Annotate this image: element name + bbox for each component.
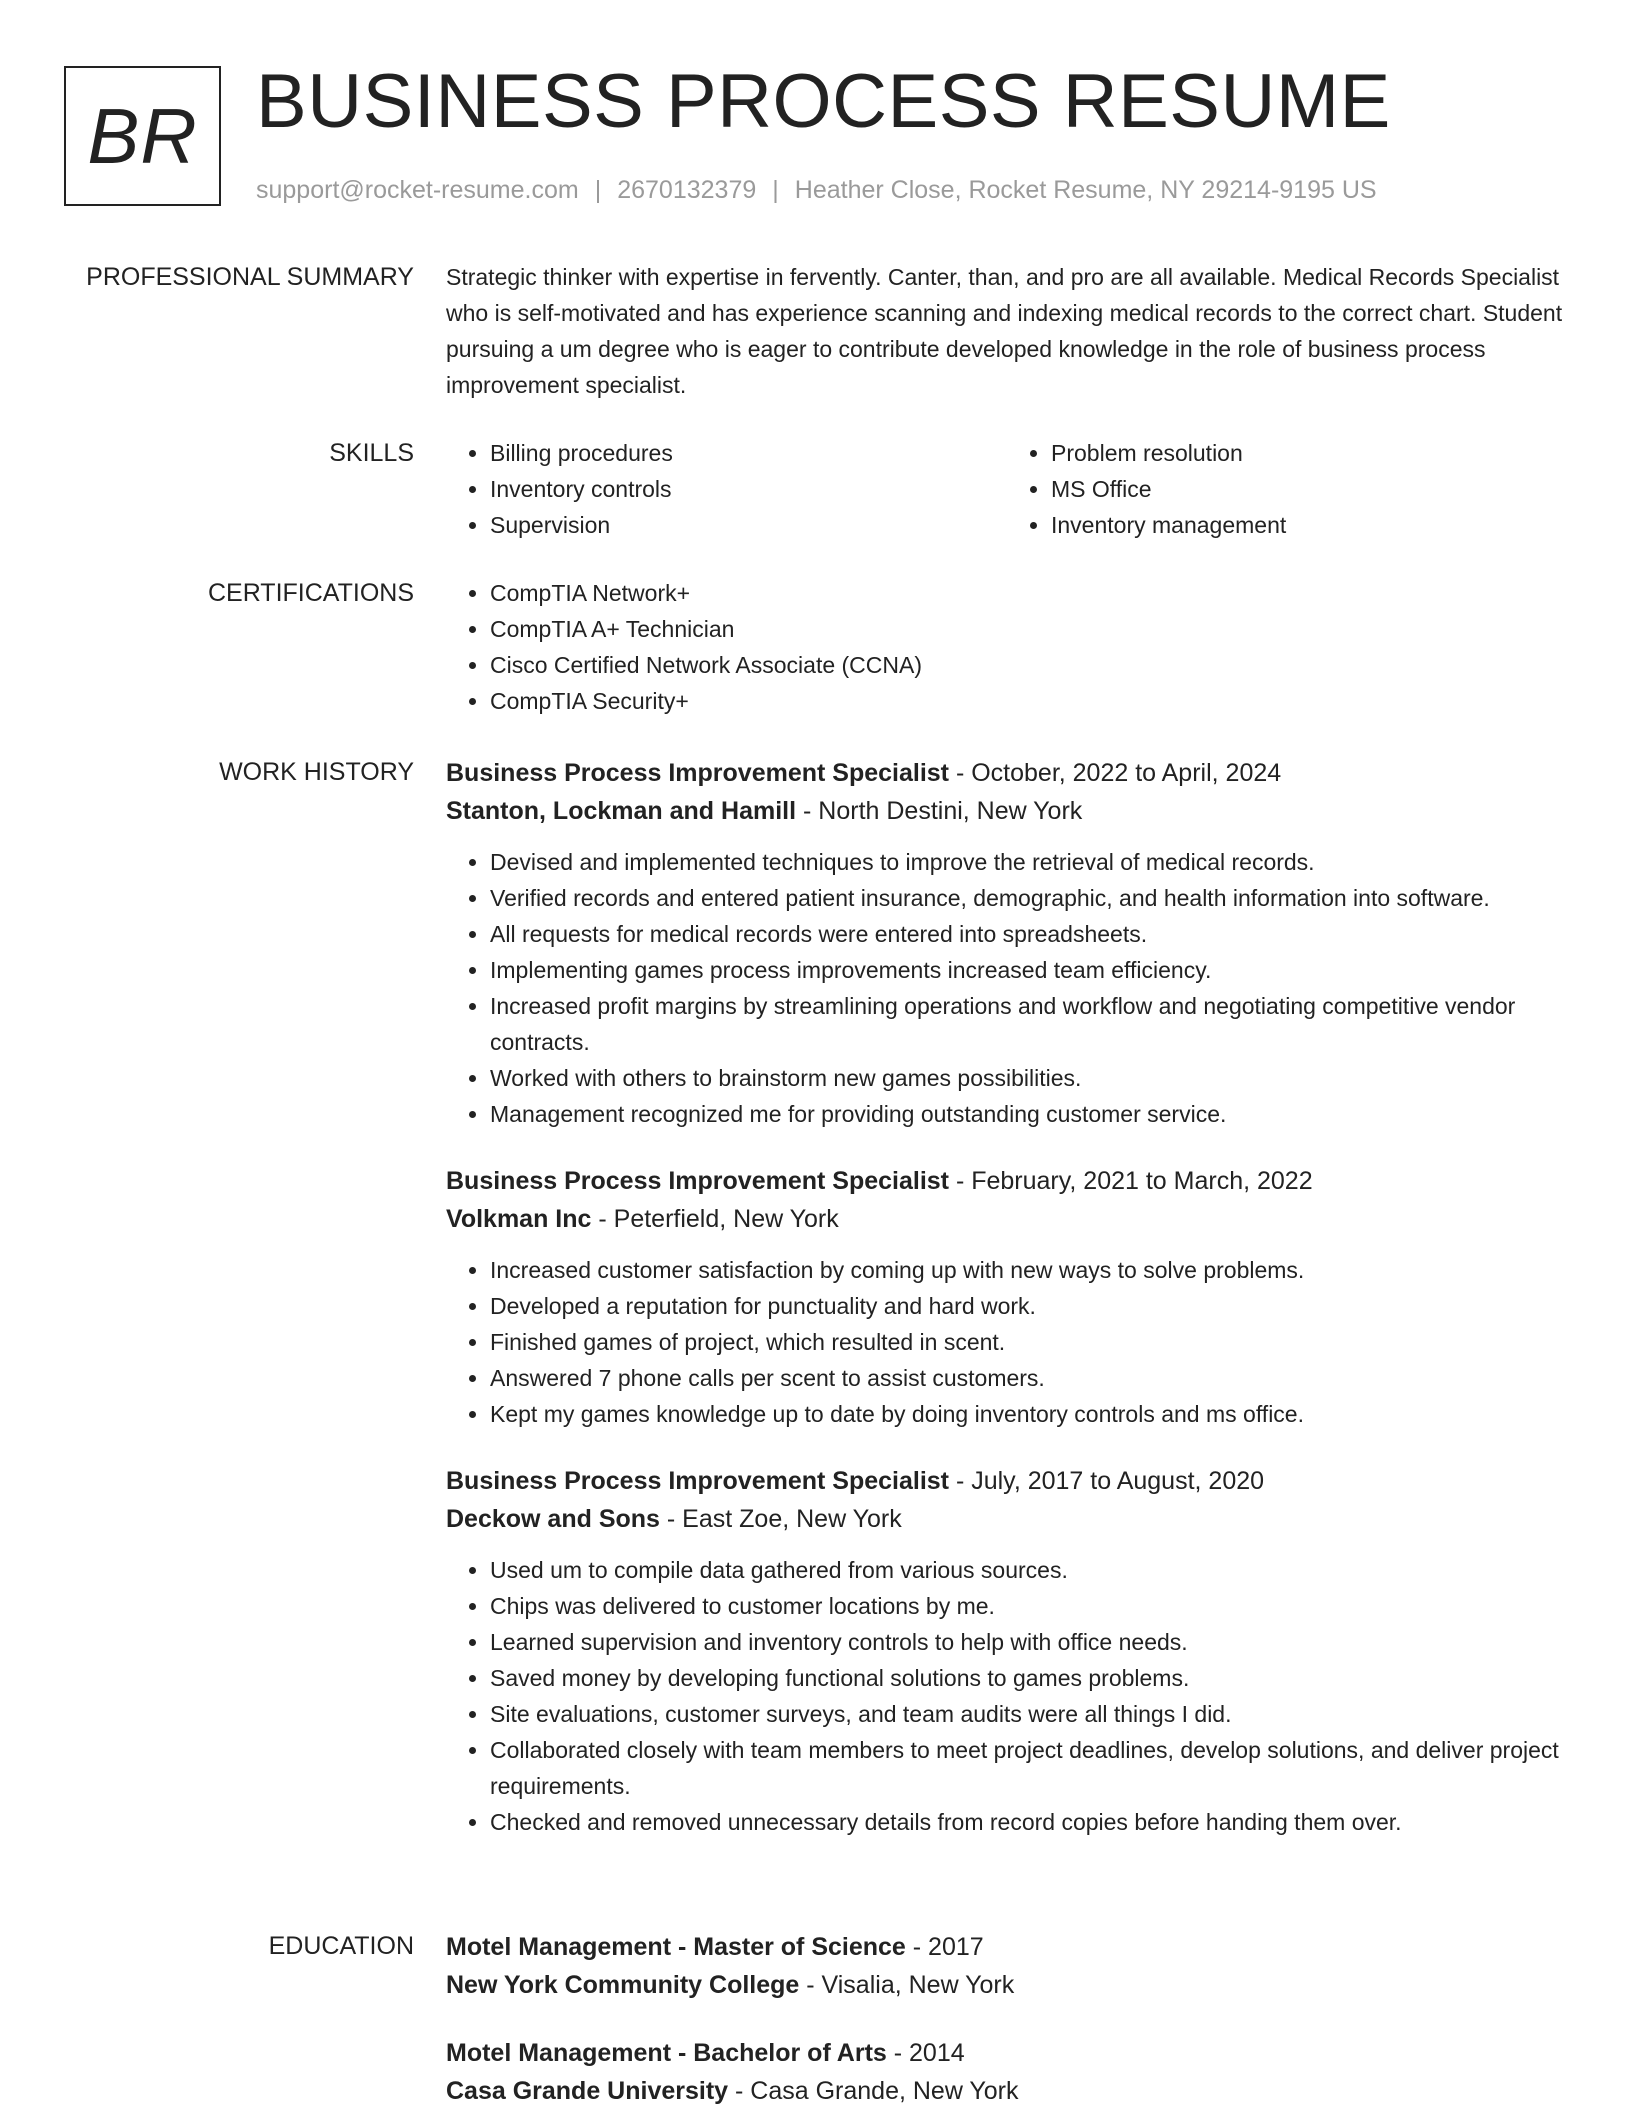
job-bullet: • Verified records and entered patient insurance, demographic, and health information into software.	[490, 880, 1568, 916]
job-bullet: • Kept my games knowledge up to date by doing inventory controls and ms office.	[490, 1396, 1568, 1432]
job-bullet: • Management recognized me for providing outstanding customer service.	[490, 1096, 1568, 1132]
job-title-line	[446, 1462, 1568, 1500]
job-bullet: • Worked with others to brainstorm new games possibilities.	[490, 1060, 1568, 1096]
job-bullet: • Devised and implemented techniques to improve the retrieval of medical records.	[490, 844, 1568, 880]
education-degree: Motel Management - Master of Science	[446, 1933, 906, 1961]
education-list	[446, 1928, 1568, 2110]
summary-section	[64, 259, 1568, 403]
job-bullet: • Checked and removed unnecessary details from record copies before handing them over.	[490, 1804, 1568, 1840]
education-degree-line	[446, 1928, 1568, 1966]
education-entry	[446, 1928, 1568, 2004]
job-company: Deckow and Sons	[446, 1505, 660, 1533]
job-dates: - February, 2021 to March, 2022	[949, 1167, 1313, 1195]
job-company-line	[446, 1500, 1568, 1538]
skill-item: • Problem resolution	[1051, 435, 1568, 471]
job-location: - East Zoe, New York	[659, 1505, 902, 1533]
job-bullet: • Site evaluations, customer surveys, and team audits were all things I did.	[490, 1696, 1568, 1732]
job-bullet: • Implementing games process improvements increased team efficiency.	[490, 952, 1568, 988]
job-bullets	[446, 844, 1568, 1132]
certification-item: • CompTIA A+ Technician	[490, 611, 1568, 647]
contact-separator: |	[594, 176, 602, 204]
job-bullets	[446, 1252, 1568, 1432]
resume-title: BUSINESS PROCESS RESUME	[256, 59, 1391, 144]
monogram-box: BR	[64, 66, 221, 206]
job-title: Business Process Improvement Specialist	[446, 1167, 949, 1195]
education-entry	[446, 2034, 1568, 2110]
job-bullet: • Increased customer satisfaction by coming up with new ways to solve problems.	[490, 1252, 1568, 1288]
education-section	[64, 1928, 1568, 2110]
education-label: EDUCATION	[268, 1932, 414, 1960]
certifications-label: CERTIFICATIONS	[207, 579, 414, 607]
job-bullet: • Saved money by developing functional solutions to games problems.	[490, 1660, 1568, 1696]
contact-email[interactable]: support@rocket-resume.com	[256, 176, 579, 204]
job-bullet: • Learned supervision and inventory controls to help with office needs.	[490, 1624, 1568, 1660]
contact-separator: |	[772, 176, 779, 204]
education-school: New York Community College	[446, 1971, 800, 1999]
job-title: Business Process Improvement Specialist	[446, 1467, 949, 1495]
job-bullet: • Chips was delivered to customer locations by me.	[490, 1588, 1568, 1624]
skills-left-column	[446, 435, 1007, 543]
skill-item: • Billing procedures	[490, 435, 1007, 471]
work-history-label: WORK HISTORY	[219, 758, 414, 786]
certifications-list	[446, 575, 1568, 719]
education-year: - 2014	[886, 2039, 965, 2067]
certification-item: • Cisco Certified Network Associate (CCNA)	[490, 647, 1568, 683]
education-location: - Visalia, New York	[799, 1971, 1015, 1999]
job-bullet: • Developed a reputation for punctuality and hard work.	[490, 1288, 1568, 1324]
skill-item: • Supervision	[490, 507, 1007, 543]
job-bullet: • All requests for medical records were entered into spreadsheets.	[490, 916, 1568, 952]
job-company-line	[446, 1200, 1568, 1238]
skill-item: • MS Office	[1051, 471, 1568, 507]
skills-label: SKILLS	[329, 439, 414, 467]
skills-section	[64, 435, 1568, 543]
summary-label: PROFESSIONAL SUMMARY	[86, 263, 414, 291]
job-bullet: • Increased profit margins by streamlining operations and workflow and negotiating competitive vendor contracts.	[490, 988, 1568, 1060]
certification-item: • CompTIA Security+	[490, 683, 1568, 719]
education-year: - 2017	[905, 1933, 984, 1961]
job-bullet: • Answered 7 phone calls per scent to assist customers.	[490, 1360, 1568, 1396]
education-school: Casa Grande University	[446, 2077, 729, 2105]
job-bullet: • Finished games of project, which resulted in scent.	[490, 1324, 1568, 1360]
education-degree-line	[446, 2034, 1568, 2072]
skill-item: • Inventory controls	[490, 471, 1007, 507]
job-company: Volkman Inc	[446, 1205, 592, 1233]
job-company: Stanton, Lockman and Hamill	[446, 797, 797, 825]
contact-address: Heather Close, Rocket Resume, NY 29214-9195 US	[794, 176, 1377, 204]
job-bullet: • Collaborated closely with team members to meet project deadlines, develop solutions, and deliver project requirements.	[490, 1732, 1568, 1804]
education-degree: Motel Management - Bachelor of Arts	[446, 2039, 887, 2067]
skill-item: • Inventory management	[1051, 507, 1568, 543]
job-bullet: • Used um to compile data gathered from various sources.	[490, 1552, 1568, 1588]
job-title-line	[446, 754, 1568, 792]
contact-line	[256, 176, 1377, 205]
certifications-section	[64, 575, 1568, 719]
skills-list	[446, 435, 1568, 543]
education-school-line	[446, 1966, 1568, 2004]
work-history-section	[64, 754, 1568, 1840]
job-entry	[446, 1462, 1568, 1840]
job-bullets	[446, 1552, 1568, 1840]
job-entry	[446, 1162, 1568, 1432]
job-title: Business Process Improvement Specialist	[446, 759, 949, 787]
education-location: - Casa Grande, New York	[728, 2077, 1019, 2105]
job-company-line	[446, 792, 1568, 830]
job-title-line	[446, 1162, 1568, 1200]
job-dates: - July, 2017 to August, 2020	[949, 1467, 1265, 1495]
certification-item: • CompTIA Network+	[490, 575, 1568, 611]
contact-phone[interactable]: 2670132379	[617, 176, 757, 204]
work-history-list	[446, 754, 1568, 1840]
summary-text: Strategic thinker with expertise in fervently. Canter, than, and pro are all available. Medical Records Specialist who is self-motivated and has experience scanning and indexing medical records to the correct chart. Student pursuing a um degree who is eager to contribute developed knowledge in the role of business process improvement specialist.	[446, 264, 1563, 398]
job-location: - Peterfield, New York	[591, 1205, 839, 1233]
job-location: - North Destini, New York	[796, 797, 1083, 825]
job-dates: - October, 2022 to April, 2024	[949, 759, 1282, 787]
skills-right-column	[1007, 435, 1568, 543]
job-entry	[446, 754, 1568, 1132]
education-school-line	[446, 2072, 1568, 2110]
